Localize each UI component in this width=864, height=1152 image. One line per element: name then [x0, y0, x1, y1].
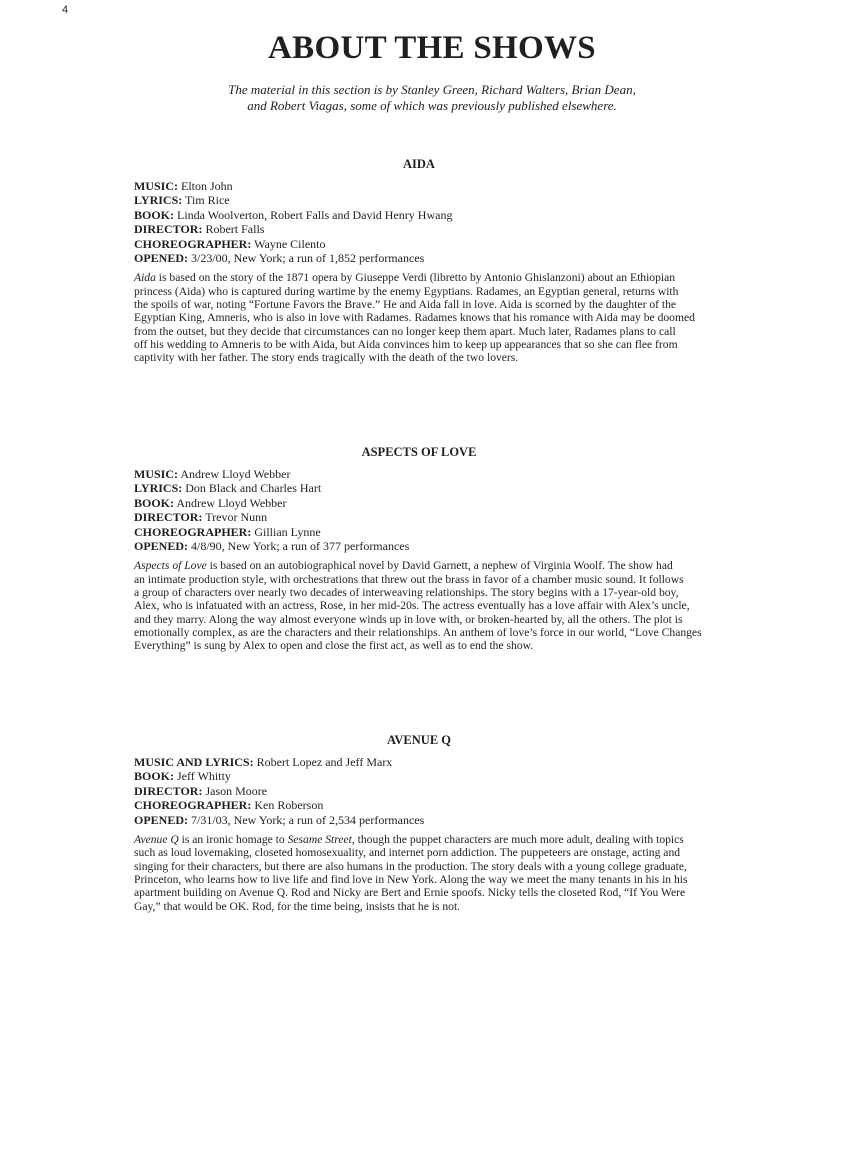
description-line: [134, 298, 754, 311]
credit-row: [134, 525, 754, 539]
credit-value: Linda Woolverton, Robert Falls and David Henry Hwang: [177, 207, 453, 222]
credit-row: [134, 179, 754, 193]
description-line: [134, 285, 754, 298]
text-segment: apartment building on Avenue Q. Rod and Nicky are Bert and Ernie spoofs. Nicky tells the closeted Rod, “If You Were: [134, 886, 686, 900]
credit-label: DIRECTOR:: [134, 783, 203, 798]
credit-label: OPENED:: [134, 539, 188, 554]
credit-label: OPENED:: [134, 812, 188, 827]
credit-value: Robert Falls: [205, 222, 265, 237]
credit-row: [134, 467, 754, 481]
credit-label: LYRICS:: [134, 193, 183, 208]
italic-title: Aida: [134, 271, 156, 285]
text-segment: princess (Aida) who is captured during wartime by the enemy Egyptians. Radames, an Egyptian general, returns with: [134, 284, 679, 298]
description-line: [134, 873, 754, 886]
text-segment: and they marry. Along the way almost everyone winds up in love with, or broken-hearted by, all the others. The plot is: [134, 612, 683, 626]
credit-row: [134, 510, 754, 524]
credit-row: [134, 755, 754, 769]
italic-title: Avenue Q: [134, 833, 179, 847]
credit-row: [134, 251, 754, 265]
credit-label: BOOK:: [134, 207, 175, 222]
italic-title: Sesame Street,: [287, 833, 355, 847]
credit-label: LYRICS:: [134, 481, 183, 496]
credit-value: 4/8/90, New York; a run of 377 performances: [191, 539, 410, 554]
credit-row: [134, 813, 754, 827]
credit-row: [134, 481, 754, 495]
credit-value: 7/31/03, New York; a run of 2,534 performances: [191, 812, 425, 827]
credit-value: Jason Moore: [205, 783, 268, 798]
show-description: [134, 559, 754, 652]
description-line: [134, 599, 754, 612]
description-line: [134, 325, 754, 338]
text-segment: is an ironic homage to: [178, 833, 288, 847]
credit-label: MUSIC:: [134, 179, 178, 193]
credit-value: Jeff Whitty: [177, 769, 231, 784]
description-line: [134, 639, 754, 652]
credit-value: Elton John: [181, 179, 233, 193]
show-section-aspects-of-love: [134, 445, 754, 653]
italic-title: Aspects of Love: [134, 559, 207, 573]
show-title: AVENUE Q: [386, 733, 452, 747]
text-segment: Alex, who is infatuated with an actress, Rose, in her mid-20s. The actress eventually has a love affair with Alex’s uncle,: [134, 599, 690, 613]
text-segment: though the puppet characters are much more adult, dealing with topics: [354, 833, 684, 847]
credit-row: [134, 496, 754, 510]
credit-label: DIRECTOR:: [134, 510, 203, 525]
subtitle-line: and Robert Viagas, some of which was previously published elsewhere.: [247, 98, 617, 113]
description-line: [134, 351, 754, 364]
credits-list: [134, 467, 754, 553]
credit-value: 3/23/00, New York; a run of 1,852 performances: [191, 251, 425, 266]
text-segment: Princeton, who learns how to live life and find love in New York. Along the way we meet the many tenants in his in his: [134, 872, 688, 886]
text-segment: off his wedding to Amneris to be with Aida, but Aida convinces him to keep up appearances that so she can flee from: [134, 337, 678, 351]
description-line: [134, 860, 754, 873]
credit-label: BOOK:: [134, 769, 175, 784]
description-line: [134, 271, 754, 284]
description-line: [134, 613, 754, 626]
show-title: AIDA: [403, 157, 435, 171]
credit-label: MUSIC:: [134, 467, 178, 481]
description-line: [134, 586, 754, 599]
text-segment: is based on an autobiographical novel by David Garnett, a nephew of Virginia Woolf. The show had: [206, 559, 673, 573]
page-number: 4: [62, 4, 69, 16]
text-segment: Everything” is sung by Alex to open and close the first act, as well as to end the show.: [134, 639, 534, 653]
description-line: [134, 846, 754, 859]
text-segment: singing for their characters, but there are also humans in the production. The story deals with a young college graduate,: [134, 859, 687, 873]
text-segment: from the outset, but they decide that circumstances can no longer keep them apart. Much later, Radames plans to call: [134, 324, 676, 338]
credits-list: [134, 179, 754, 265]
credit-row: [134, 798, 754, 812]
description-line: [134, 573, 754, 586]
credit-value: Trevor Nunn: [205, 510, 268, 525]
credit-value: Gillian Lynne: [254, 524, 321, 539]
subtitle-line: The material in this section is by Stanley Green, Richard Walters, Brian Dean,: [228, 82, 636, 97]
credit-row: [134, 222, 754, 236]
show-title: ASPECTS OF LOVE: [361, 445, 477, 459]
credit-label: MUSIC AND LYRICS:: [134, 755, 254, 769]
text-segment: Gay,” that would be OK. Rod, for the time being, insists that he is not.: [134, 899, 461, 913]
description-line: [134, 626, 754, 639]
credit-label: DIRECTOR:: [134, 222, 203, 237]
show-description: [134, 271, 754, 364]
text-segment: emotionally complex, as are the characters and their relationships. An anthem of love’s force in our world, “Love Changes: [134, 625, 702, 639]
page-title: ABOUT THE SHOWS: [268, 30, 596, 66]
description-line: [134, 886, 754, 899]
text-segment: captivity with her father. The story ends tragically with the death of the two lovers.: [134, 351, 519, 365]
description-line: [134, 338, 754, 351]
description-line: [134, 833, 754, 846]
credit-value: Andrew Lloyd Webber: [180, 467, 291, 481]
subtitle: [0, 82, 864, 114]
text-segment: the spoils of war, noting “Fortune Favors the Brave.” He and Aida fall in love. Aida is scorned by the daughter of the: [134, 298, 677, 312]
text-segment: is based on the story of the 1871 opera by Giuseppe Verdi (libretto by Antonio Ghislanzoni) about an Ethiopian: [155, 271, 676, 285]
description-line: [134, 900, 754, 913]
credit-value: Robert Lopez and Jeff Marx: [256, 755, 393, 769]
credit-label: CHOREOGRAPHER:: [134, 236, 252, 251]
text-segment: Egyptian King, Amneris, who is also in love with Radames. Radames knows that his romance with Aida may be doomed: [134, 311, 695, 325]
credit-value: Ken Roberson: [254, 798, 324, 813]
credit-row: [134, 193, 754, 207]
credit-label: OPENED:: [134, 251, 188, 266]
credit-value: Tim Rice: [185, 193, 230, 208]
credit-row: [134, 769, 754, 783]
show-section-avenue-q: [134, 733, 754, 913]
credits-list: [134, 755, 754, 827]
credit-label: BOOK:: [134, 495, 175, 510]
credit-label: CHOREOGRAPHER:: [134, 524, 252, 539]
text-segment: such as loud lovemaking, closeted homosexuality, and internet porn addiction. The puppeteers are onstage, acting and: [134, 846, 681, 860]
credit-row: [134, 208, 754, 222]
credit-row: [134, 784, 754, 798]
credit-row: [134, 237, 754, 251]
credit-value: Don Black and Charles Hart: [185, 481, 322, 496]
show-section-aida: [134, 157, 754, 365]
credit-value: Wayne Cilento: [254, 236, 326, 251]
text-segment: an intimate production style, with orchestrations that threw out the brass in favor of a chamber music sound. It follows: [134, 572, 684, 586]
description-line: [134, 559, 754, 572]
show-description: [134, 833, 754, 913]
credit-row: [134, 539, 754, 553]
description-line: [134, 311, 754, 324]
credit-label: CHOREOGRAPHER:: [134, 798, 252, 813]
credit-value: Andrew Lloyd Webber: [176, 495, 287, 510]
text-segment: a group of characters over nearly two decades of interweaving relationships. The story begins with a 17-year-old boy,: [134, 586, 679, 600]
